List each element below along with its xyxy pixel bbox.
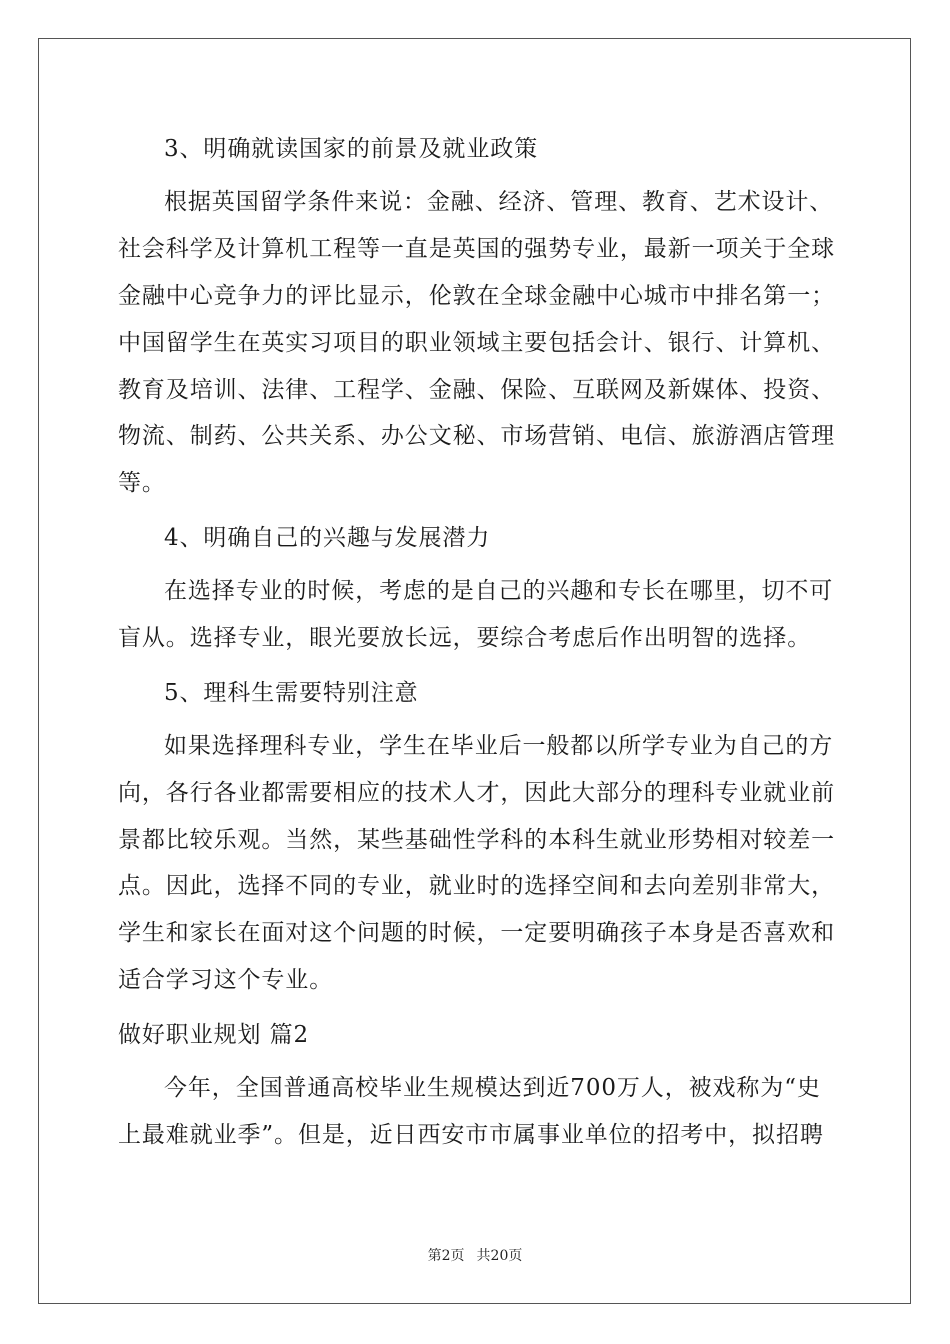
section-heading-5: 5、理科生需要特别注意 [164, 680, 419, 706]
paragraph-line: 学生和家长在面对这个问题的时候，一定要明确孩子本身是否喜欢和 [118, 920, 835, 946]
page-border [38, 38, 911, 1304]
paragraph-line: 教育及培训、法律、工程学、金融、保险、互联网及新媒体、投资、 [118, 377, 835, 403]
paragraph-line: 中国留学生在英实习项目的职业领域主要包括会计、银行、计算机、 [118, 330, 835, 356]
paragraph-line: 点。因此，选择不同的专业，就业时的选择空间和去向差别非常大， [118, 873, 835, 899]
page-total: 共20页 [476, 1248, 523, 1264]
paragraph-line: 物流、制药、公共关系、办公文秘、市场营销、电信、旅游酒店管理 [118, 423, 835, 449]
paragraph-line: 适合学习这个专业。 [118, 967, 334, 993]
paragraph-line: 盲从。选择专业，眼光要放长远，要综合考虑后作出明智的选择。 [118, 625, 812, 651]
page-number: 第2页 [427, 1248, 465, 1264]
paragraph-line: 等。 [118, 470, 166, 496]
page-footer [0, 1245, 950, 1265]
paragraph-line: 社会科学及计算机工程等一直是英国的强势专业，最新一项关于全球 [118, 236, 835, 262]
paragraph-line: 金融中心竞争力的评比显示，伦敦在全球金融中心城市中排名第一； [118, 283, 835, 309]
paragraph-line: 景都比较乐观。当然，某些基础性学科的本科生就业形势相对较差一 [118, 827, 835, 853]
paragraph-line: 根据英国留学条件来说：金融、经济、管理、教育、艺术设计、 [164, 189, 834, 215]
paragraph-line: 在选择专业的时候，考虑的是自己的兴趣和专长在哪里，切不可 [164, 578, 834, 604]
section-heading-3: 3、明确就读国家的前景及就业政策 [164, 136, 539, 162]
paragraph-line: 上最难就业季”。但是，近日西安市市属事业单位的招考中，拟招聘 [118, 1122, 824, 1148]
chapter-heading: 做好职业规划 篇2 [118, 1022, 310, 1048]
section-heading-4: 4、明确自己的兴趣与发展潜力 [164, 525, 491, 551]
paragraph-line: 向，各行各业都需要相应的技术人才，因此大部分的理科专业就业前 [118, 780, 835, 806]
paragraph-line: 如果选择理科专业，学生在毕业后一般都以所学专业为自己的方 [164, 733, 834, 759]
paragraph-line: 今年，全国普通高校毕业生规模达到近700万人，被戏称为“史 [164, 1075, 821, 1101]
